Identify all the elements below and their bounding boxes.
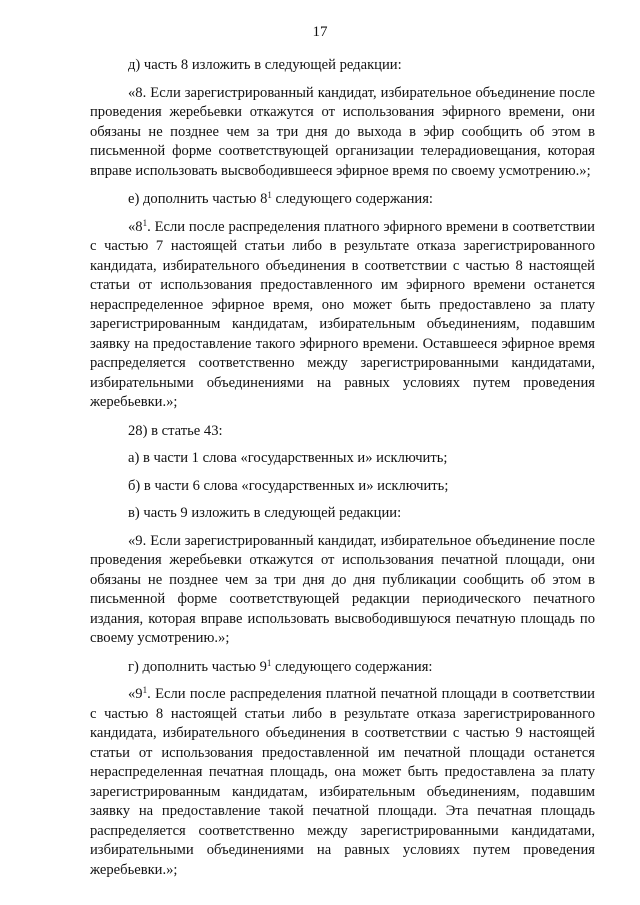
item-e-post: следующего содержания: bbox=[271, 191, 433, 207]
amendment-item-a: а) в части 1 слова «государственных и» исключить; bbox=[128, 450, 448, 466]
quoted-part-9: «9. Если зарегистрированный кандидат, избирательное объединение после проведения жеребьевки откажутся от использования печатной площади, они обязаны не позднее чем за три дня до дня публикации сообщить об этом в письменной форме соответствующей редакции периодического печатного издания, которая вправе использовать высвободившуюся печатную площадь по своему усмотрению.»; bbox=[90, 532, 595, 646]
amendment-item-v: в) часть 9 изложить в следующей редакции: bbox=[128, 505, 402, 521]
part-9-1-pre: «9 bbox=[128, 686, 143, 702]
part-8-1-post: . Если после распределения платного эфирного времени в соответствии с частью 7 настоящей статьи либо в результате отказа зарегистрированного кандидата, избирательного объединения в соответствии с частью 8 настоящей статьи от использования предоставленного им эфирного времени останется нераспределенное эфирное время, оно может быть предоставлено за плату зарегистрированным кандидатам, избирательным объединениям, подавшим заявку на предоставление такого эфирного времени. Оставшееся эфирное время распределяется соответственно между зарегистрированными кандидатами, избирательными объединениями на равных условиях путем проведения жеребьевки.»; bbox=[90, 218, 595, 410]
amendment-item-b: б) в части 6 слова «государственных и» исключить; bbox=[128, 477, 449, 494]
amendment-item-d: д) часть 8 изложить в следующей редакции: bbox=[128, 57, 402, 73]
quoted-part-8: «8. Если зарегистрированный кандидат, избирательное объединение после проведения жеребьевки откажутся от использования эфирного времени, они обязаны не позднее чем за три дня до выхода в эфир сообщить об этом в письменной форме соответствующей организации телерадиовещания, которая вправе использовать высвободившееся эфирное время по своему усмотрению.»; bbox=[90, 84, 595, 179]
part-9-1-sup: 1 bbox=[142, 685, 148, 695]
item-g-pre: г) дополнить частью 9 bbox=[128, 658, 267, 675]
item-g-sup: 1 bbox=[266, 657, 272, 668]
quoted-part-8-1 bbox=[90, 218, 595, 413]
item-e-pre: е) дополнить частью 8 bbox=[128, 191, 268, 207]
document-body bbox=[90, 56, 595, 889]
quoted-part-9-1 bbox=[90, 685, 595, 880]
part-8-1-pre: «8 bbox=[128, 218, 143, 235]
amendment-item-g bbox=[90, 658, 595, 678]
page-number: 17 bbox=[312, 24, 328, 40]
amendment-item-e bbox=[90, 190, 595, 210]
part-8-1-sup: 1 bbox=[142, 217, 148, 228]
item-e-sup: 1 bbox=[267, 190, 272, 200]
part-9-1-post: . Если после распределения платной печатной площади в соответствии с частью 8 настоящей статьи либо в результате отказа зарегистрированного кандидата, избирательного объединения в соответствии с частью 9 настоящей статьи от использования предоставленной им печатной площади останется нераспределенная печатная площадь, она может быть предоставлена за плату зарегистрированным кандидатам, избирательным объединениям, подавшим заявку на предоставление такой печатной площади. Эта печатная площадь распределяется соответственно между зарегистрированными кандидатами, избирательными объединениями на равных условиях путем проведения жеребьевки.»; bbox=[90, 686, 595, 878]
item-g-post: следующего содержания: bbox=[271, 658, 433, 675]
article-43-heading: 28) в статье 43: bbox=[128, 422, 223, 439]
